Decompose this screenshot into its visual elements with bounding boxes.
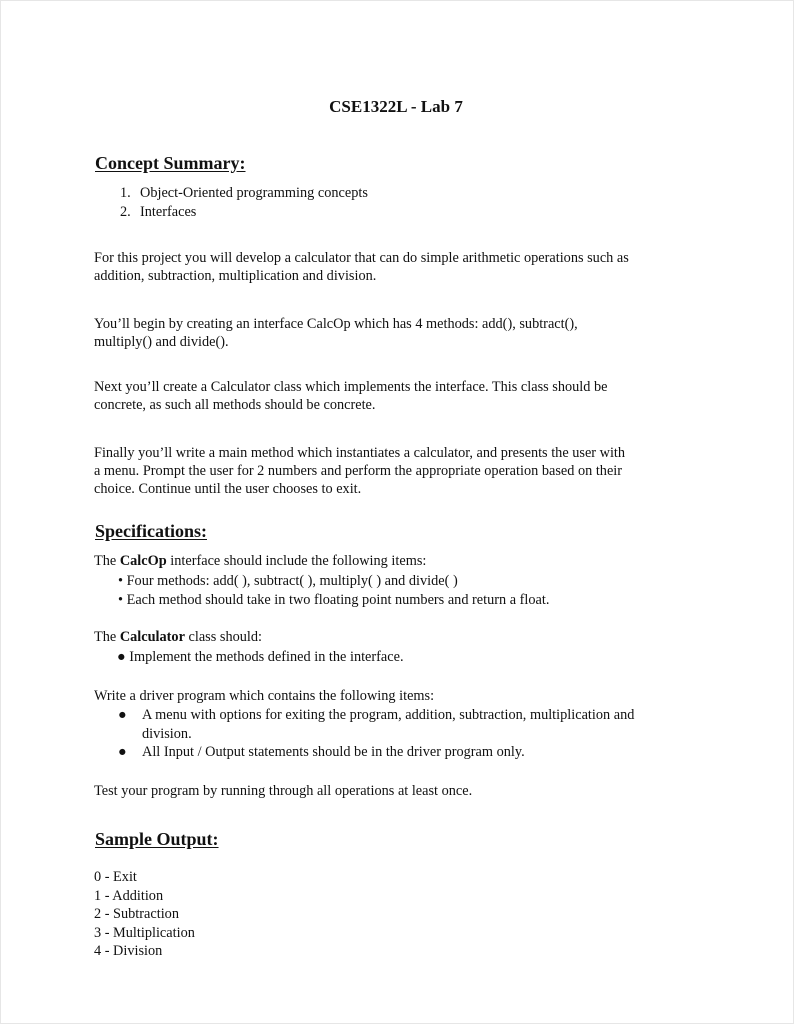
main-method-paragraph: Finally you’ll write a main method which instantiates a calculator, and presents the user with a menu. Prompt the user for 2 numbers and perform the appropriate operation based on their choice. Continue until the user chooses to exit. bbox=[94, 445, 626, 497]
sample-output-line: 2 - Subtraction bbox=[94, 906, 179, 922]
intro-paragraph: For this project you will develop a calculator that can do simple arithmetic operations such as addition, subtraction, multiplication and division. bbox=[94, 250, 629, 284]
sample-output-line: 4 - Division bbox=[94, 943, 163, 959]
concept-item: 1. Object-Oriented programming concepts bbox=[120, 185, 368, 201]
calcop-spec-item: • Four methods: add( ), subtract( ), multiply( ) and divide( ) bbox=[118, 573, 458, 589]
driver-spec-item: ● A menu with options for exiting the program, addition, subtraction, multiplication and bbox=[118, 707, 635, 723]
test-instruction: Test your program by running through all operations at least once. bbox=[94, 783, 473, 799]
specifications-heading: Specifications: bbox=[95, 521, 207, 541]
sample-output-line: 0 - Exit bbox=[94, 869, 137, 885]
sample-output-line: 3 - Multiplication bbox=[94, 925, 195, 941]
concept-summary-heading: Concept Summary: bbox=[95, 153, 246, 173]
sample-output-heading: Sample Output: bbox=[95, 829, 219, 849]
driver-spec-item-continuation: division. bbox=[142, 726, 192, 742]
driver-spec-item: ● All Input / Output statements should be in the driver program only. bbox=[118, 744, 525, 760]
calculator-paragraph: Next you’ll create a Calculator class which implements the interface. This class should be concrete, as such all methods should be concrete. bbox=[94, 379, 608, 413]
concept-item: 2. Interfaces bbox=[120, 204, 197, 220]
document-title: CSE1322L - Lab 7 bbox=[329, 97, 463, 116]
calcop-spec-item: • Each method should take in two floating point numbers and return a float. bbox=[118, 592, 550, 608]
calcop-spec-intro: The CalcOp interface should include the following items: bbox=[94, 553, 427, 569]
calculator-spec-item: ● Implement the methods defined in the interface. bbox=[117, 649, 404, 665]
calcop-paragraph: You’ll begin by creating an interface CalcOp which has 4 methods: add(), subtract(), multiply() and divide(). bbox=[94, 316, 578, 350]
sample-output-line: 1 - Addition bbox=[94, 888, 164, 904]
calculator-spec-intro: The Calculator class should: bbox=[94, 629, 262, 645]
driver-spec-intro: Write a driver program which contains the following items: bbox=[94, 688, 435, 704]
